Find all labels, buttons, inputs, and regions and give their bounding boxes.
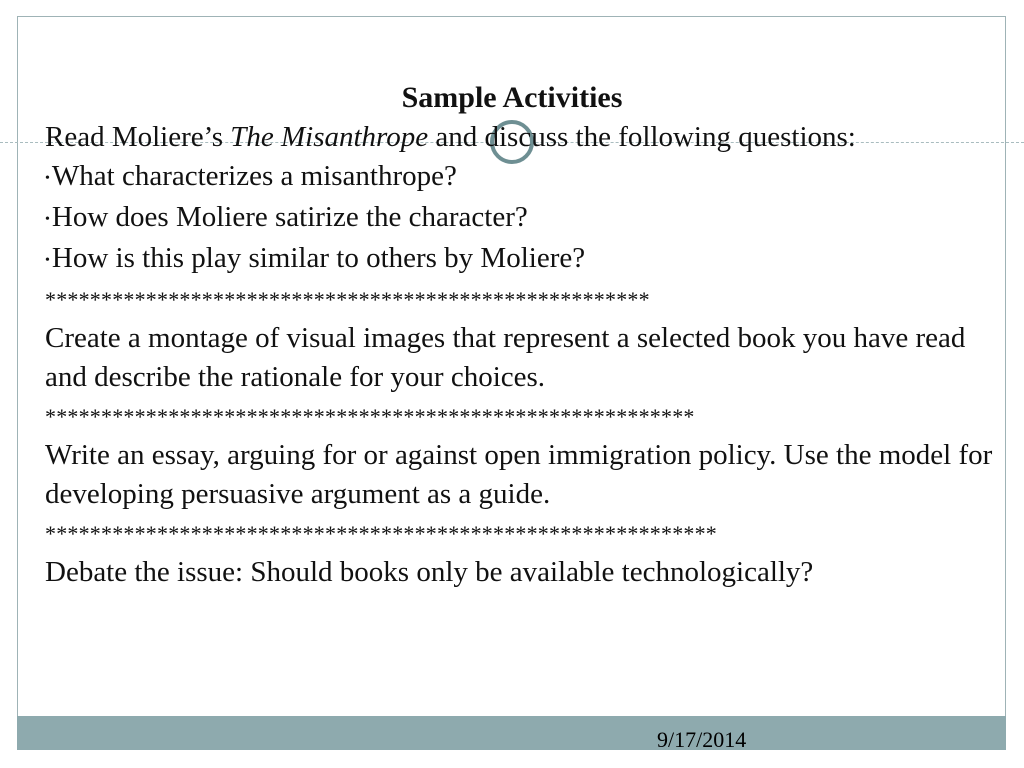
slide-title: Sample Activities [401,81,623,114]
question-text: How is this play similar to others by Moliere? [51,241,586,274]
question-item [45,157,1005,198]
question-item [45,198,1005,239]
footer-date: 9/17/2014 [657,727,747,752]
bullet-icon: • [45,170,50,186]
question-item [45,239,1005,280]
question-text: How does Moliere satirize the character? [51,200,528,233]
activity-essay: Write an essay, arguing for or against open immigration policy. Use the model for developing persuasive argument as a guide. [45,438,993,510]
divider-stars-2: ********************************************************** [45,403,695,429]
slide-body [45,118,1005,592]
intro-suffix: and discuss the following questions: [428,121,856,153]
activity-debate: Debate the issue: Should books only be available technologically? [45,555,814,588]
activity-montage: Create a montage of visual images that represent a selected book you have read and describe the rationale for your choices. [45,321,966,393]
intro-paragraph [45,118,1005,157]
book-title: The Misanthrope [230,121,429,153]
footer-bar [17,716,1006,750]
divider-stars-1: ****************************************************** [45,286,650,312]
question-text: What characterizes a misanthrope? [51,160,457,192]
divider-stars-3: ************************************************************ [45,520,717,546]
bullet-icon: • [45,252,50,268]
bullet-icon: • [45,211,50,227]
intro-prefix: Read Moliere’s [45,121,231,153]
